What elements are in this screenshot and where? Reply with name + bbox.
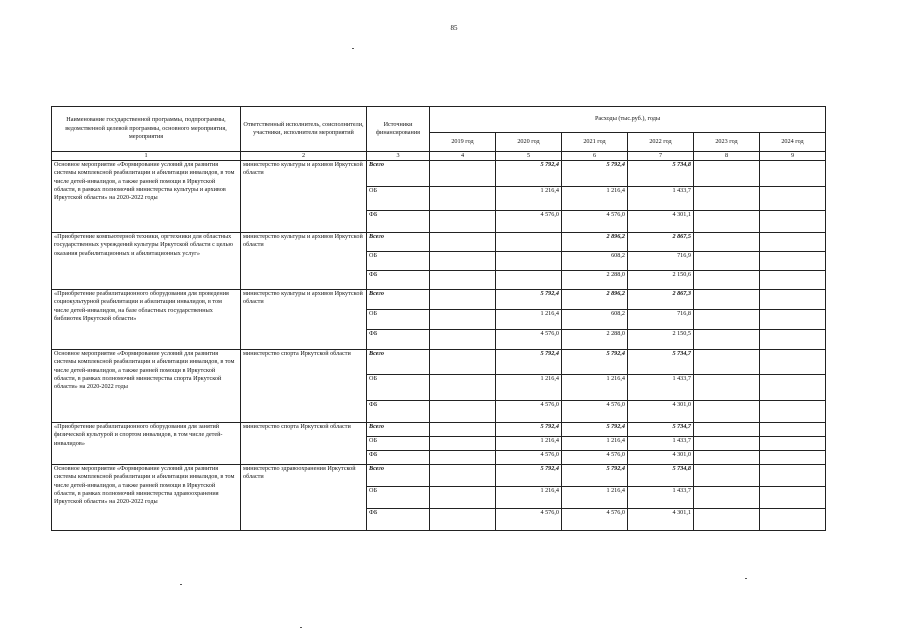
table-row	[52, 423, 826, 437]
amount-cell-2019	[430, 465, 496, 487]
amount-cell-2022: 2 867,5	[628, 233, 694, 252]
header-year: 2023 год	[694, 133, 760, 152]
funding-source: Всего	[367, 290, 430, 310]
column-number: 4	[430, 152, 496, 161]
amount-cell-2021: 2 896,2	[562, 290, 628, 310]
amount-cell-2022: 5 734,7	[628, 350, 694, 375]
table-row	[52, 465, 826, 487]
amount-cell-2023	[694, 375, 760, 401]
amount-cell-2020: 5 792,4	[496, 350, 562, 375]
header-year: 2024 год	[760, 133, 826, 152]
amount-cell-2021: 2 288,0	[562, 271, 628, 290]
amount-cell-2022: 5 734,8	[628, 465, 694, 487]
amount-cell-2019	[430, 290, 496, 310]
amount-cell-2020	[496, 233, 562, 252]
funding-source: Всего	[367, 233, 430, 252]
amount-cell-2020: 1 216,4	[496, 487, 562, 509]
amount-cell-2020	[496, 271, 562, 290]
budget-table	[51, 106, 826, 531]
amount-cell-2019	[430, 487, 496, 509]
column-number: 6	[562, 152, 628, 161]
amount-cell-2021: 608,2	[562, 310, 628, 330]
amount-cell-2024	[760, 487, 826, 509]
amount-cell-2019	[430, 423, 496, 437]
amount-cell-2024	[760, 375, 826, 401]
activity-name: «Приобретение реабилитационного оборудования для проведения социокультурной реабилитации и абилитации инвалидов, в том числе детей-инвалидов, на базе областных государственных библиотек Иркутской области»	[52, 290, 241, 350]
amount-cell-2023	[694, 451, 760, 465]
funding-source: ОБ	[367, 437, 430, 451]
amount-cell-2021: 4 576,0	[562, 509, 628, 531]
amount-cell-2021: 5 792,4	[562, 161, 628, 187]
amount-cell-2019	[430, 161, 496, 187]
funding-source: ФБ	[367, 271, 430, 290]
column-number: 7	[628, 152, 694, 161]
amount-cell-2024	[760, 271, 826, 290]
funding-source: Всего	[367, 350, 430, 375]
funding-source: ОБ	[367, 187, 430, 211]
amount-cell-2024	[760, 423, 826, 437]
column-number: 5	[496, 152, 562, 161]
amount-cell-2019	[430, 187, 496, 211]
header-source: Источники финансирования	[367, 107, 430, 152]
header-name: Наименование государственной программы, подпрограммы, ведомственной целевой программы, основного мероприятия, мероприятия	[52, 107, 241, 152]
amount-cell-2021: 5 792,4	[562, 350, 628, 375]
funding-source: Всего	[367, 465, 430, 487]
amount-cell-2023	[694, 330, 760, 350]
amount-cell-2022: 716,8	[628, 310, 694, 330]
column-number: 2	[241, 152, 367, 161]
amount-cell-2024	[760, 310, 826, 330]
amount-cell-2019	[430, 252, 496, 271]
table-row	[52, 290, 826, 310]
header-year: 2020 год	[496, 133, 562, 152]
amount-cell-2023	[694, 509, 760, 531]
amount-cell-2021: 1 216,4	[562, 187, 628, 211]
amount-cell-2024	[760, 161, 826, 187]
amount-cell-2020: 4 576,0	[496, 401, 562, 423]
page-number: 85	[450, 24, 458, 32]
amount-cell-2019	[430, 437, 496, 451]
funding-source: ФБ	[367, 211, 430, 233]
amount-cell-2019	[430, 330, 496, 350]
amount-cell-2023	[694, 290, 760, 310]
amount-cell-2020: 1 216,4	[496, 187, 562, 211]
amount-cell-2022: 1 433,7	[628, 437, 694, 451]
amount-cell-2019	[430, 509, 496, 531]
amount-cell-2024	[760, 330, 826, 350]
amount-cell-2021: 4 576,0	[562, 401, 628, 423]
column-number: 8	[694, 152, 760, 161]
funding-source: ФБ	[367, 451, 430, 465]
amount-cell-2020: 5 792,4	[496, 465, 562, 487]
funding-source: ОБ	[367, 375, 430, 401]
amount-cell-2022: 716,9	[628, 252, 694, 271]
amount-cell-2023	[694, 187, 760, 211]
amount-cell-2019	[430, 401, 496, 423]
activity-name: Основное мероприятие «Формирование условий для развития системы комплексной реабилитации и абилитации инвалидов, в том числе детей-инвалидов, а также ранней помощи в Иркутской области, в рамках полномочий министерства спорта Иркутской области» на 2020-2022 годы	[52, 350, 241, 423]
amount-cell-2019	[430, 451, 496, 465]
amount-cell-2024	[760, 233, 826, 252]
amount-cell-2022: 5 734,8	[628, 161, 694, 187]
amount-cell-2024	[760, 187, 826, 211]
funding-source: Всего	[367, 423, 430, 437]
amount-cell-2024	[760, 252, 826, 271]
funding-source: ОБ	[367, 310, 430, 330]
column-number: 9	[760, 152, 826, 161]
header-year: 2022 год	[628, 133, 694, 152]
amount-cell-2022: 1 433,7	[628, 487, 694, 509]
amount-cell-2020	[496, 252, 562, 271]
amount-cell-2020: 4 576,0	[496, 509, 562, 531]
amount-cell-2024	[760, 350, 826, 375]
amount-cell-2022: 4 301,0	[628, 451, 694, 465]
table-row	[52, 350, 826, 375]
amount-cell-2021: 2 896,2	[562, 233, 628, 252]
amount-cell-2023	[694, 487, 760, 509]
amount-cell-2020: 5 792,4	[496, 423, 562, 437]
amount-cell-2021: 5 792,4	[562, 465, 628, 487]
amount-cell-2019	[430, 350, 496, 375]
activity-name: Основное мероприятие «Формирование условий для развития системы комплексной реабилитации и абилитации инвалидов, в том числе детей-инвалидов, а также ранней помощи в Иркутской области, в рамках полномочий министерства культуры и архивов Иркутской области» на 2020-2022 годы	[52, 161, 241, 233]
amount-cell-2021: 1 216,4	[562, 375, 628, 401]
amount-cell-2023	[694, 252, 760, 271]
amount-cell-2024	[760, 290, 826, 310]
amount-cell-2023	[694, 271, 760, 290]
amount-cell-2022: 4 301,1	[628, 509, 694, 531]
amount-cell-2023	[694, 423, 760, 437]
table-row	[52, 161, 826, 187]
amount-cell-2019	[430, 375, 496, 401]
activity-name: «Приобретение реабилитационного оборудования для занятий физической культурой и спортом инвалидов, в том числе детей-инвалидов»	[52, 423, 241, 465]
amount-cell-2020: 4 576,0	[496, 330, 562, 350]
amount-cell-2023	[694, 401, 760, 423]
amount-cell-2024	[760, 437, 826, 451]
header-year: 2019 год	[430, 133, 496, 152]
column-number: 3	[367, 152, 430, 161]
amount-cell-2019	[430, 310, 496, 330]
amount-cell-2022: 5 734,7	[628, 423, 694, 437]
amount-cell-2024	[760, 509, 826, 531]
amount-cell-2020: 5 792,4	[496, 161, 562, 187]
amount-cell-2020: 1 216,4	[496, 437, 562, 451]
amount-cell-2021: 608,2	[562, 252, 628, 271]
funding-source: Всего	[367, 161, 430, 187]
table-row	[52, 233, 826, 252]
funding-source: ОБ	[367, 487, 430, 509]
header-year: 2021 год	[562, 133, 628, 152]
header-expenses: Расходы (тыс.руб.), годы	[430, 107, 826, 133]
amount-cell-2020: 4 576,0	[496, 211, 562, 233]
funding-source: ФБ	[367, 509, 430, 531]
amount-cell-2023	[694, 161, 760, 187]
responsible-executor: министерство культуры и архивов Иркутской области	[241, 290, 367, 350]
amount-cell-2021: 2 288,0	[562, 330, 628, 350]
column-number: 1	[52, 152, 241, 161]
amount-cell-2022: 2 150,5	[628, 330, 694, 350]
amount-cell-2022: 2 867,3	[628, 290, 694, 310]
amount-cell-2021: 4 576,0	[562, 211, 628, 233]
amount-cell-2023	[694, 350, 760, 375]
amount-cell-2023	[694, 233, 760, 252]
responsible-executor: министерство спорта Иркутской области	[241, 350, 367, 423]
responsible-executor: министерство культуры и архивов Иркутской области	[241, 161, 367, 233]
amount-cell-2021: 5 792,4	[562, 423, 628, 437]
amount-cell-2021: 1 216,4	[562, 487, 628, 509]
funding-source: ФБ	[367, 401, 430, 423]
amount-cell-2020: 4 576,0	[496, 451, 562, 465]
responsible-executor: министерство спорта Иркутской области	[241, 423, 367, 465]
amount-cell-2024	[760, 211, 826, 233]
amount-cell-2024	[760, 451, 826, 465]
amount-cell-2023	[694, 437, 760, 451]
amount-cell-2022: 1 433,7	[628, 187, 694, 211]
amount-cell-2019	[430, 211, 496, 233]
funding-source: ФБ	[367, 330, 430, 350]
amount-cell-2022: 1 433,7	[628, 375, 694, 401]
amount-cell-2022: 4 301,1	[628, 211, 694, 233]
amount-cell-2023	[694, 310, 760, 330]
amount-cell-2020: 1 216,4	[496, 375, 562, 401]
amount-cell-2023	[694, 211, 760, 233]
amount-cell-2022: 4 301,0	[628, 401, 694, 423]
activity-name: Основное мероприятие «Формирование условий для развития системы комплексной реабилитации и абилитации инвалидов, в том числе детей-инвалидов, а также ранней помощи в Иркутской области, в рамках полномочий министерства здравоохранения Иркутской области» на 2020-2022 годы	[52, 465, 241, 531]
amount-cell-2019	[430, 233, 496, 252]
amount-cell-2021: 4 576,0	[562, 451, 628, 465]
amount-cell-2020: 5 792,4	[496, 290, 562, 310]
amount-cell-2020: 1 216,4	[496, 310, 562, 330]
amount-cell-2024	[760, 401, 826, 423]
amount-cell-2023	[694, 465, 760, 487]
activity-name: «Приобретение компьютерной техники, оргтехники для областных государственных учреждений культуры Иркутской области с целью оказания реабилитационных и абилитационных услуг»	[52, 233, 241, 290]
header-responsible: Ответственный исполнитель, соисполнители, участники, исполнители мероприятий	[241, 107, 367, 152]
responsible-executor: министерство здравоохранения Иркутской области	[241, 465, 367, 531]
amount-cell-2021: 1 216,4	[562, 437, 628, 451]
amount-cell-2022: 2 150,6	[628, 271, 694, 290]
amount-cell-2019	[430, 271, 496, 290]
amount-cell-2024	[760, 465, 826, 487]
funding-source: ОБ	[367, 252, 430, 271]
responsible-executor: министерство культуры и архивов Иркутской области	[241, 233, 367, 290]
